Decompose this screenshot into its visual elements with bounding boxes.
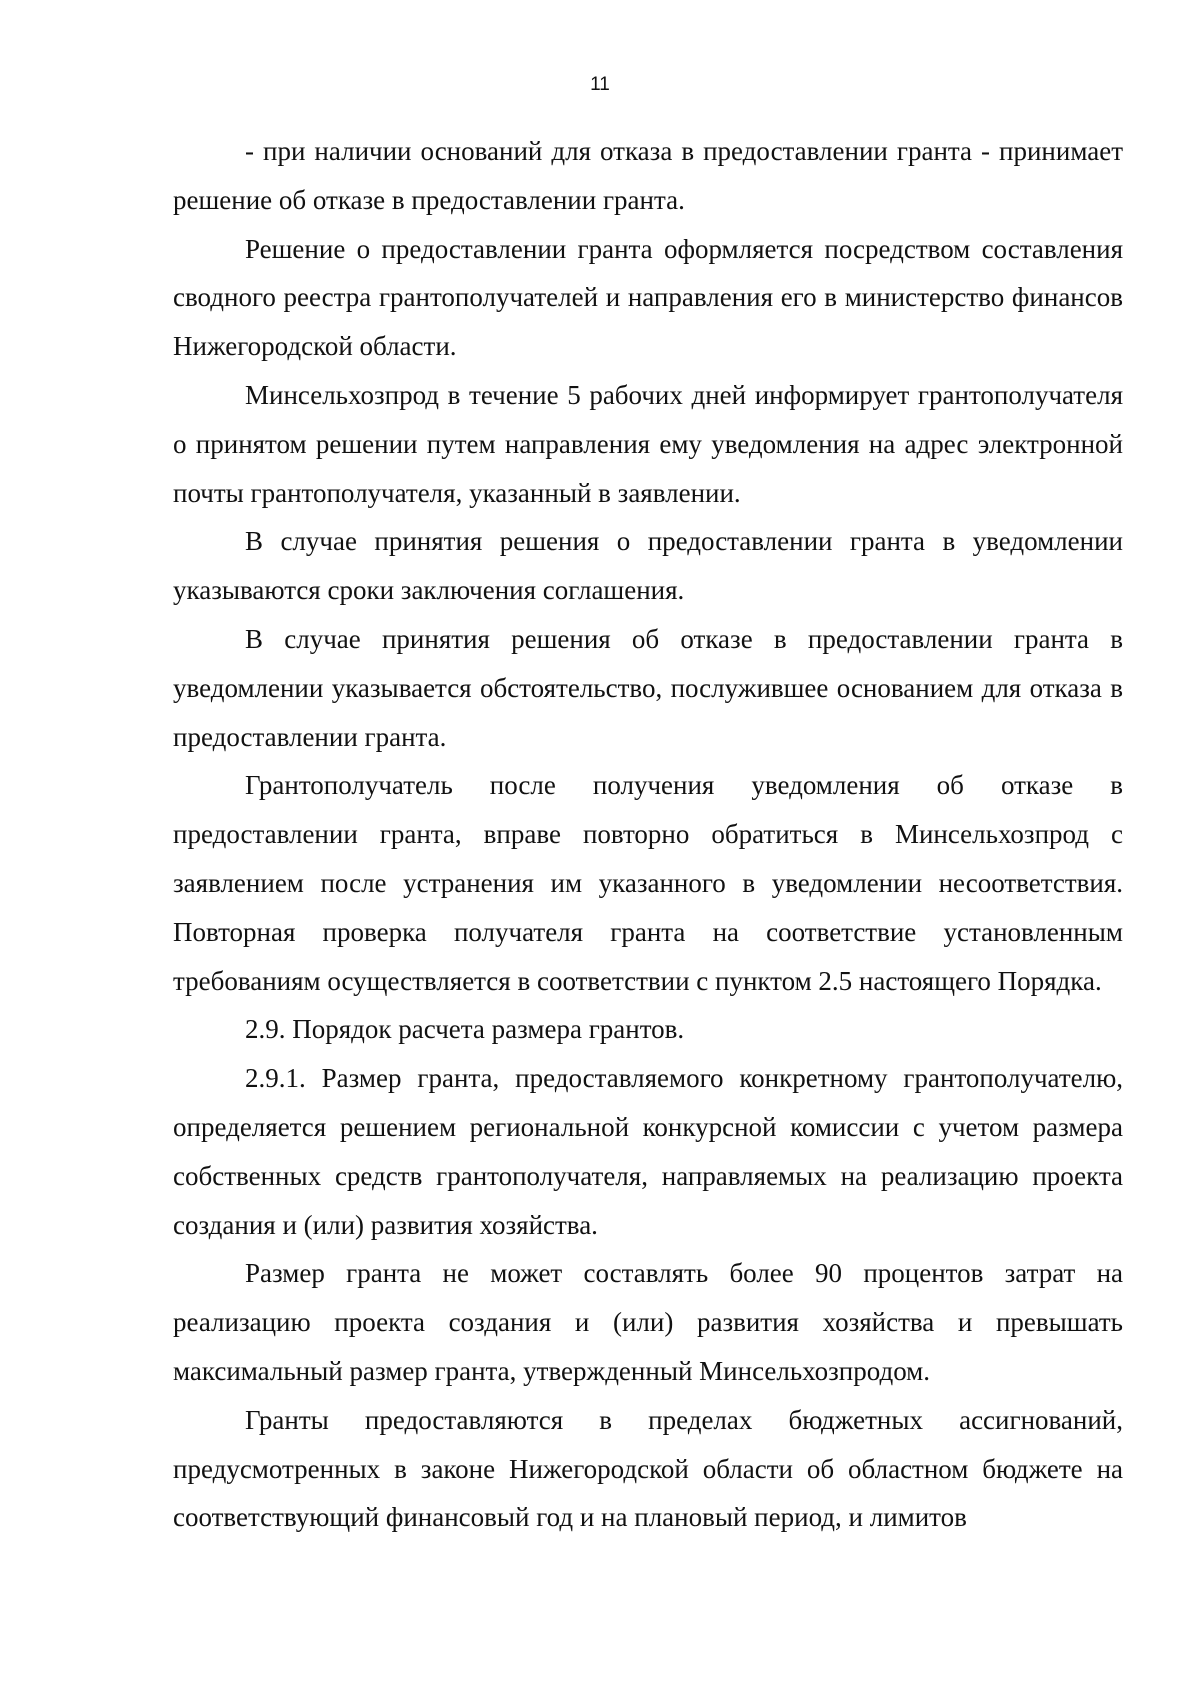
paragraph-reapplication: Грантополучатель после получения уведомления об отказе в предоставлении гранта, вправе повторно обратиться в Минсельхозпрод с заявлением после устранения им указанного в уведомлении несоответствия. Повторная проверка получателя гранта на соответствие установленным требованиям осуществляется в соответствии с пунктом 2.5 настоящего Порядка.	[173, 770, 1123, 996]
paragraph-refusal-decision: - при наличии оснований для отказа в предоставлении гранта - принимает решение об отказе в предоставлении гранта.	[173, 136, 1123, 215]
paragraph-grant-limit: Размер гранта не может составлять более 90 процентов затрат на реализацию проекта создания и (или) развития хозяйства и превышать максимальный размер гранта, утвержденный Минсельхозпродом.	[173, 1258, 1123, 1386]
paragraph-grant-refused-notice: В случае принятия решения об отказе в предоставлении гранта в уведомлении указывается обстоятельство, послужившее основанием для отказа в предоставлении гранта.	[173, 623, 1123, 752]
paragraph-notification: Минсельхозпрод в течение 5 рабочих дней информирует грантополучателя о принятом решении путем направления ему уведомления на адрес электронной почты грантополучателя, указанный в заявлении.	[173, 379, 1123, 508]
paragraph-budget-allocations: Гранты предоставляются в пределах бюджетных ассигнований, предусмотренных в законе Нижегородской области об областном бюджете на соответствующий финансовый год и на плановый период, и лимитов	[173, 1404, 1123, 1533]
page-number: 11	[590, 74, 610, 95]
section-heading-2-9: 2.9. Порядок расчета размера грантов.	[245, 1014, 685, 1045]
document-body	[173, 127, 1123, 1542]
paragraph-decision-registry: Решение о предоставлении гранта оформляется посредством составления сводного реестра грантополучателей и направления его в министерство финансов Нижегородской области.	[173, 233, 1123, 362]
paragraph-2-9-1: 2.9.1. Размер гранта, предоставляемого конкретному грантополучателю, определяется решением региональной конкурсной комиссии с учетом размера собственных средств грантополучателя, направляемых на реализацию проекта создания и (или) развития хозяйства.	[173, 1063, 1123, 1240]
paragraph-grant-approved-notice: В случае принятия решения о предоставлении гранта в уведомлении указываются сроки заключения соглашения.	[173, 526, 1123, 606]
